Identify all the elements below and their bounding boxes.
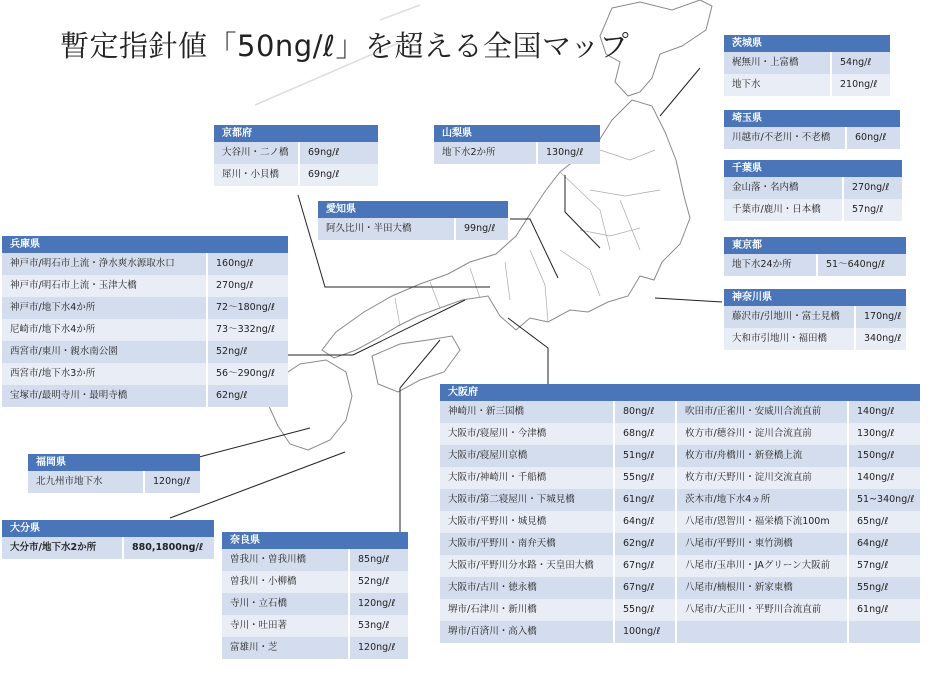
table-header: 東京都: [724, 237, 906, 254]
location-cell: 大阪市/寝屋川京橋: [440, 445, 613, 467]
value-cell: 62ng/ℓ: [613, 533, 675, 555]
table-row: [214, 164, 378, 186]
location-cell: 大阪市/平野川・南弁天橋: [440, 533, 613, 555]
table-hyogo: [2, 236, 288, 407]
location-cell: 枚方市/舟橋川・新登橋上流: [675, 445, 847, 467]
value-cell: 57ng/ℓ: [847, 555, 920, 577]
location-cell: 地下水24か所: [724, 254, 816, 276]
value-cell: 120ng/ℓ: [143, 471, 200, 493]
value-cell: 72～180ng/ℓ: [206, 297, 288, 319]
value-cell: 51~340ng/ℓ: [847, 489, 920, 511]
value-cell: 61ng/ℓ: [847, 599, 920, 621]
table-header: 埼玉県: [724, 110, 900, 127]
location-cell: 大阪市/第二寝屋川・下城見橋: [440, 489, 613, 511]
value-cell: 150ng/ℓ: [847, 445, 920, 467]
location-cell: 大阪市/寝屋川・今津橋: [440, 423, 613, 445]
value-cell: 61ng/ℓ: [613, 489, 675, 511]
value-cell: 64ng/ℓ: [847, 533, 920, 555]
value-cell: 270ng/ℓ: [206, 275, 288, 297]
table-oita: [2, 520, 214, 559]
table-header: 兵庫県: [2, 236, 288, 253]
location-cell: 曽我川・曽我川橋: [222, 549, 348, 571]
table-row: [222, 637, 408, 659]
table-row: [318, 218, 508, 240]
value-cell: 73～332ng/ℓ: [206, 319, 288, 341]
leader-line-ibaraki: [660, 68, 700, 116]
table-row: [2, 253, 288, 275]
location-cell: 曽我川・小柳橋: [222, 571, 348, 593]
table-header: 千葉県: [724, 160, 902, 177]
value-cell: 52ng/ℓ: [348, 571, 408, 593]
table-row: [724, 328, 906, 350]
table-row: [440, 401, 920, 423]
location-cell: 大和市引地川・福田橋: [724, 328, 854, 350]
value-cell: 100ng/ℓ: [613, 621, 675, 643]
table-saitama: [724, 110, 900, 149]
table-kanagawa: [724, 289, 906, 350]
table-row: [440, 423, 920, 445]
table-row: [440, 533, 920, 555]
value-cell: 99ng/ℓ: [454, 218, 508, 240]
table-row: [724, 177, 902, 199]
location-cell: 堺市/百済川・高入橋: [440, 621, 613, 643]
value-cell: 130ng/ℓ: [847, 423, 920, 445]
table-header: 奈良県: [222, 532, 408, 549]
value-cell: 53ng/ℓ: [348, 615, 408, 637]
value-cell: 120ng/ℓ: [348, 637, 408, 659]
value-cell: 340ng/ℓ: [854, 328, 906, 350]
value-cell: 130ng/ℓ: [536, 142, 600, 164]
location-cell: 阿久比川・半田大橋: [318, 218, 454, 240]
location-cell: 西宮市/東川・親水南公園: [2, 341, 206, 363]
location-cell: 尼崎市/地下水4か所: [2, 319, 206, 341]
table-header: 神奈川県: [724, 289, 906, 306]
table-row: [222, 593, 408, 615]
table-row: [724, 254, 906, 276]
table-row: [2, 297, 288, 319]
table-row: [434, 142, 600, 164]
location-cell: 枚方市/穂谷川・淀川合流直前: [675, 423, 847, 445]
value-cell: 68ng/ℓ: [613, 423, 675, 445]
location-cell: [675, 621, 847, 643]
location-cell: 神戸市/地下水4か所: [2, 297, 206, 319]
location-cell: 大阪市/平野川・城見橋: [440, 511, 613, 533]
value-cell: 80ng/ℓ: [613, 401, 675, 423]
value-cell: 85ng/ℓ: [348, 549, 408, 571]
table-fukuoka: [28, 454, 200, 493]
table-row: [440, 621, 920, 643]
value-cell: [847, 621, 920, 643]
value-cell: 51～640ng/ℓ: [816, 254, 906, 276]
location-cell: 川越市/不老川・不老橋: [724, 127, 845, 149]
table-yamanashi: [434, 125, 600, 164]
table-nara: [222, 532, 408, 659]
table-row: [2, 537, 214, 559]
table-row: [2, 363, 288, 385]
table-row: [724, 199, 902, 221]
location-cell: 地下水2か所: [434, 142, 536, 164]
location-cell: 北九州市地下水: [28, 471, 143, 493]
value-cell: 140ng/ℓ: [847, 401, 920, 423]
value-cell: 64ng/ℓ: [613, 511, 675, 533]
table-row: [2, 341, 288, 363]
location-cell: 梶無川・上富橋: [724, 52, 830, 74]
location-cell: 西宮市/地下水3か所: [2, 363, 206, 385]
table-header: 大分県: [2, 520, 214, 537]
table-ibaraki: [724, 35, 890, 96]
leader-line-kanagawa: [655, 298, 722, 302]
table-header: 大阪府: [440, 384, 920, 401]
table-header: 京都府: [214, 125, 378, 142]
value-cell: 55ng/ℓ: [847, 577, 920, 599]
value-cell: 160ng/ℓ: [206, 253, 288, 275]
table-row: [2, 275, 288, 297]
table-aichi: [318, 201, 508, 240]
table-row: [2, 385, 288, 407]
value-cell: 51ng/ℓ: [613, 445, 675, 467]
location-cell: 大阪市/古川・徳永橋: [440, 577, 613, 599]
value-cell: 880,1800ng/ℓ: [122, 537, 214, 559]
table-row: [2, 319, 288, 341]
table-row: [222, 549, 408, 571]
location-cell: 犀川・小貝橋: [214, 164, 298, 186]
table-row: [440, 467, 920, 489]
value-cell: 54ng/ℓ: [830, 52, 890, 74]
table-row: [440, 577, 920, 599]
value-cell: 67ng/ℓ: [613, 577, 675, 599]
table-row: [724, 306, 906, 328]
table-header: 山梨県: [434, 125, 600, 142]
table-row: [214, 142, 378, 164]
location-cell: 神戸市/明石市上流・浄水爽水源取水口: [2, 253, 206, 275]
value-cell: 57ng/ℓ: [842, 199, 902, 221]
location-cell: 吹田市/正雀川・安威川合流直前: [675, 401, 847, 423]
location-cell: 大分市/地下水2か所: [2, 537, 122, 559]
location-cell: 富雄川・芝: [222, 637, 348, 659]
table-row: [440, 511, 920, 533]
page-title: 暫定指針値「50ng/ℓ」を超える全国マップ: [60, 29, 630, 63]
value-cell: 62ng/ℓ: [206, 385, 288, 407]
location-cell: 八尾市/恩智川・福栄橋下流100m: [675, 511, 847, 533]
value-cell: 69ng/ℓ: [298, 164, 378, 186]
table-kyoto: [214, 125, 378, 186]
table-row: [724, 127, 900, 149]
table-chiba: [724, 160, 902, 221]
value-cell: 140ng/ℓ: [847, 467, 920, 489]
location-cell: 八尾市/玉串川・JAグリーン大阪前: [675, 555, 847, 577]
location-cell: 宝塚市/最明寺川・最明寺橋: [2, 385, 206, 407]
table-row: [222, 571, 408, 593]
location-cell: 大阪市/神崎川・千船橋: [440, 467, 613, 489]
value-cell: 55ng/ℓ: [613, 599, 675, 621]
location-cell: 千葉市/鹿川・日本橋: [724, 199, 842, 221]
value-cell: 120ng/ℓ: [348, 593, 408, 615]
table-row: [440, 445, 920, 467]
location-cell: 大谷川・二ノ橋: [214, 142, 298, 164]
value-cell: 55ng/ℓ: [613, 467, 675, 489]
location-cell: 堺市/石津川・新川橋: [440, 599, 613, 621]
location-cell: 地下水: [724, 74, 830, 96]
location-cell: 八尾市/大正川・平野川合流直前: [675, 599, 847, 621]
table-row: [440, 599, 920, 621]
location-cell: 藤沢市/引地川・富士見橋: [724, 306, 854, 328]
table-row: [28, 471, 200, 493]
location-cell: 枚方市/天野川・淀川交流直前: [675, 467, 847, 489]
location-cell: 神崎川・新三国橋: [440, 401, 613, 423]
value-cell: 170ng/ℓ: [854, 306, 906, 328]
table-row: [440, 555, 920, 577]
value-cell: 270ng/ℓ: [842, 177, 902, 199]
location-cell: 大阪市/平野川分水路・天皇田大橋: [440, 555, 613, 577]
decorative-line: [380, 5, 420, 20]
value-cell: 67ng/ℓ: [613, 555, 675, 577]
table-row: [222, 615, 408, 637]
value-cell: 210ng/ℓ: [830, 74, 890, 96]
location-cell: 寺川・吐田著: [222, 615, 348, 637]
table-tokyo: [724, 237, 906, 276]
value-cell: 52ng/ℓ: [206, 341, 288, 363]
table-row: [724, 74, 890, 96]
table-header: 茨城県: [724, 35, 890, 52]
location-cell: 神戸市/明石市上流・玉津大橋: [2, 275, 206, 297]
table-osaka: [440, 384, 920, 643]
value-cell: 65ng/ℓ: [847, 511, 920, 533]
location-cell: 金山落・名内橋: [724, 177, 842, 199]
table-row: [440, 489, 920, 511]
table-header: 愛知県: [318, 201, 508, 218]
value-cell: 60ng/ℓ: [845, 127, 900, 149]
table-header: 福岡県: [28, 454, 200, 471]
value-cell: 69ng/ℓ: [298, 142, 378, 164]
location-cell: 茨木市/地下水4ヵ所: [675, 489, 847, 511]
location-cell: 寺川・立石橋: [222, 593, 348, 615]
value-cell: 56～290ng/ℓ: [206, 363, 288, 385]
location-cell: 八尾市/平野川・東竹渕橋: [675, 533, 847, 555]
table-row: [724, 52, 890, 74]
location-cell: 八尾市/楠根川・新家東橋: [675, 577, 847, 599]
